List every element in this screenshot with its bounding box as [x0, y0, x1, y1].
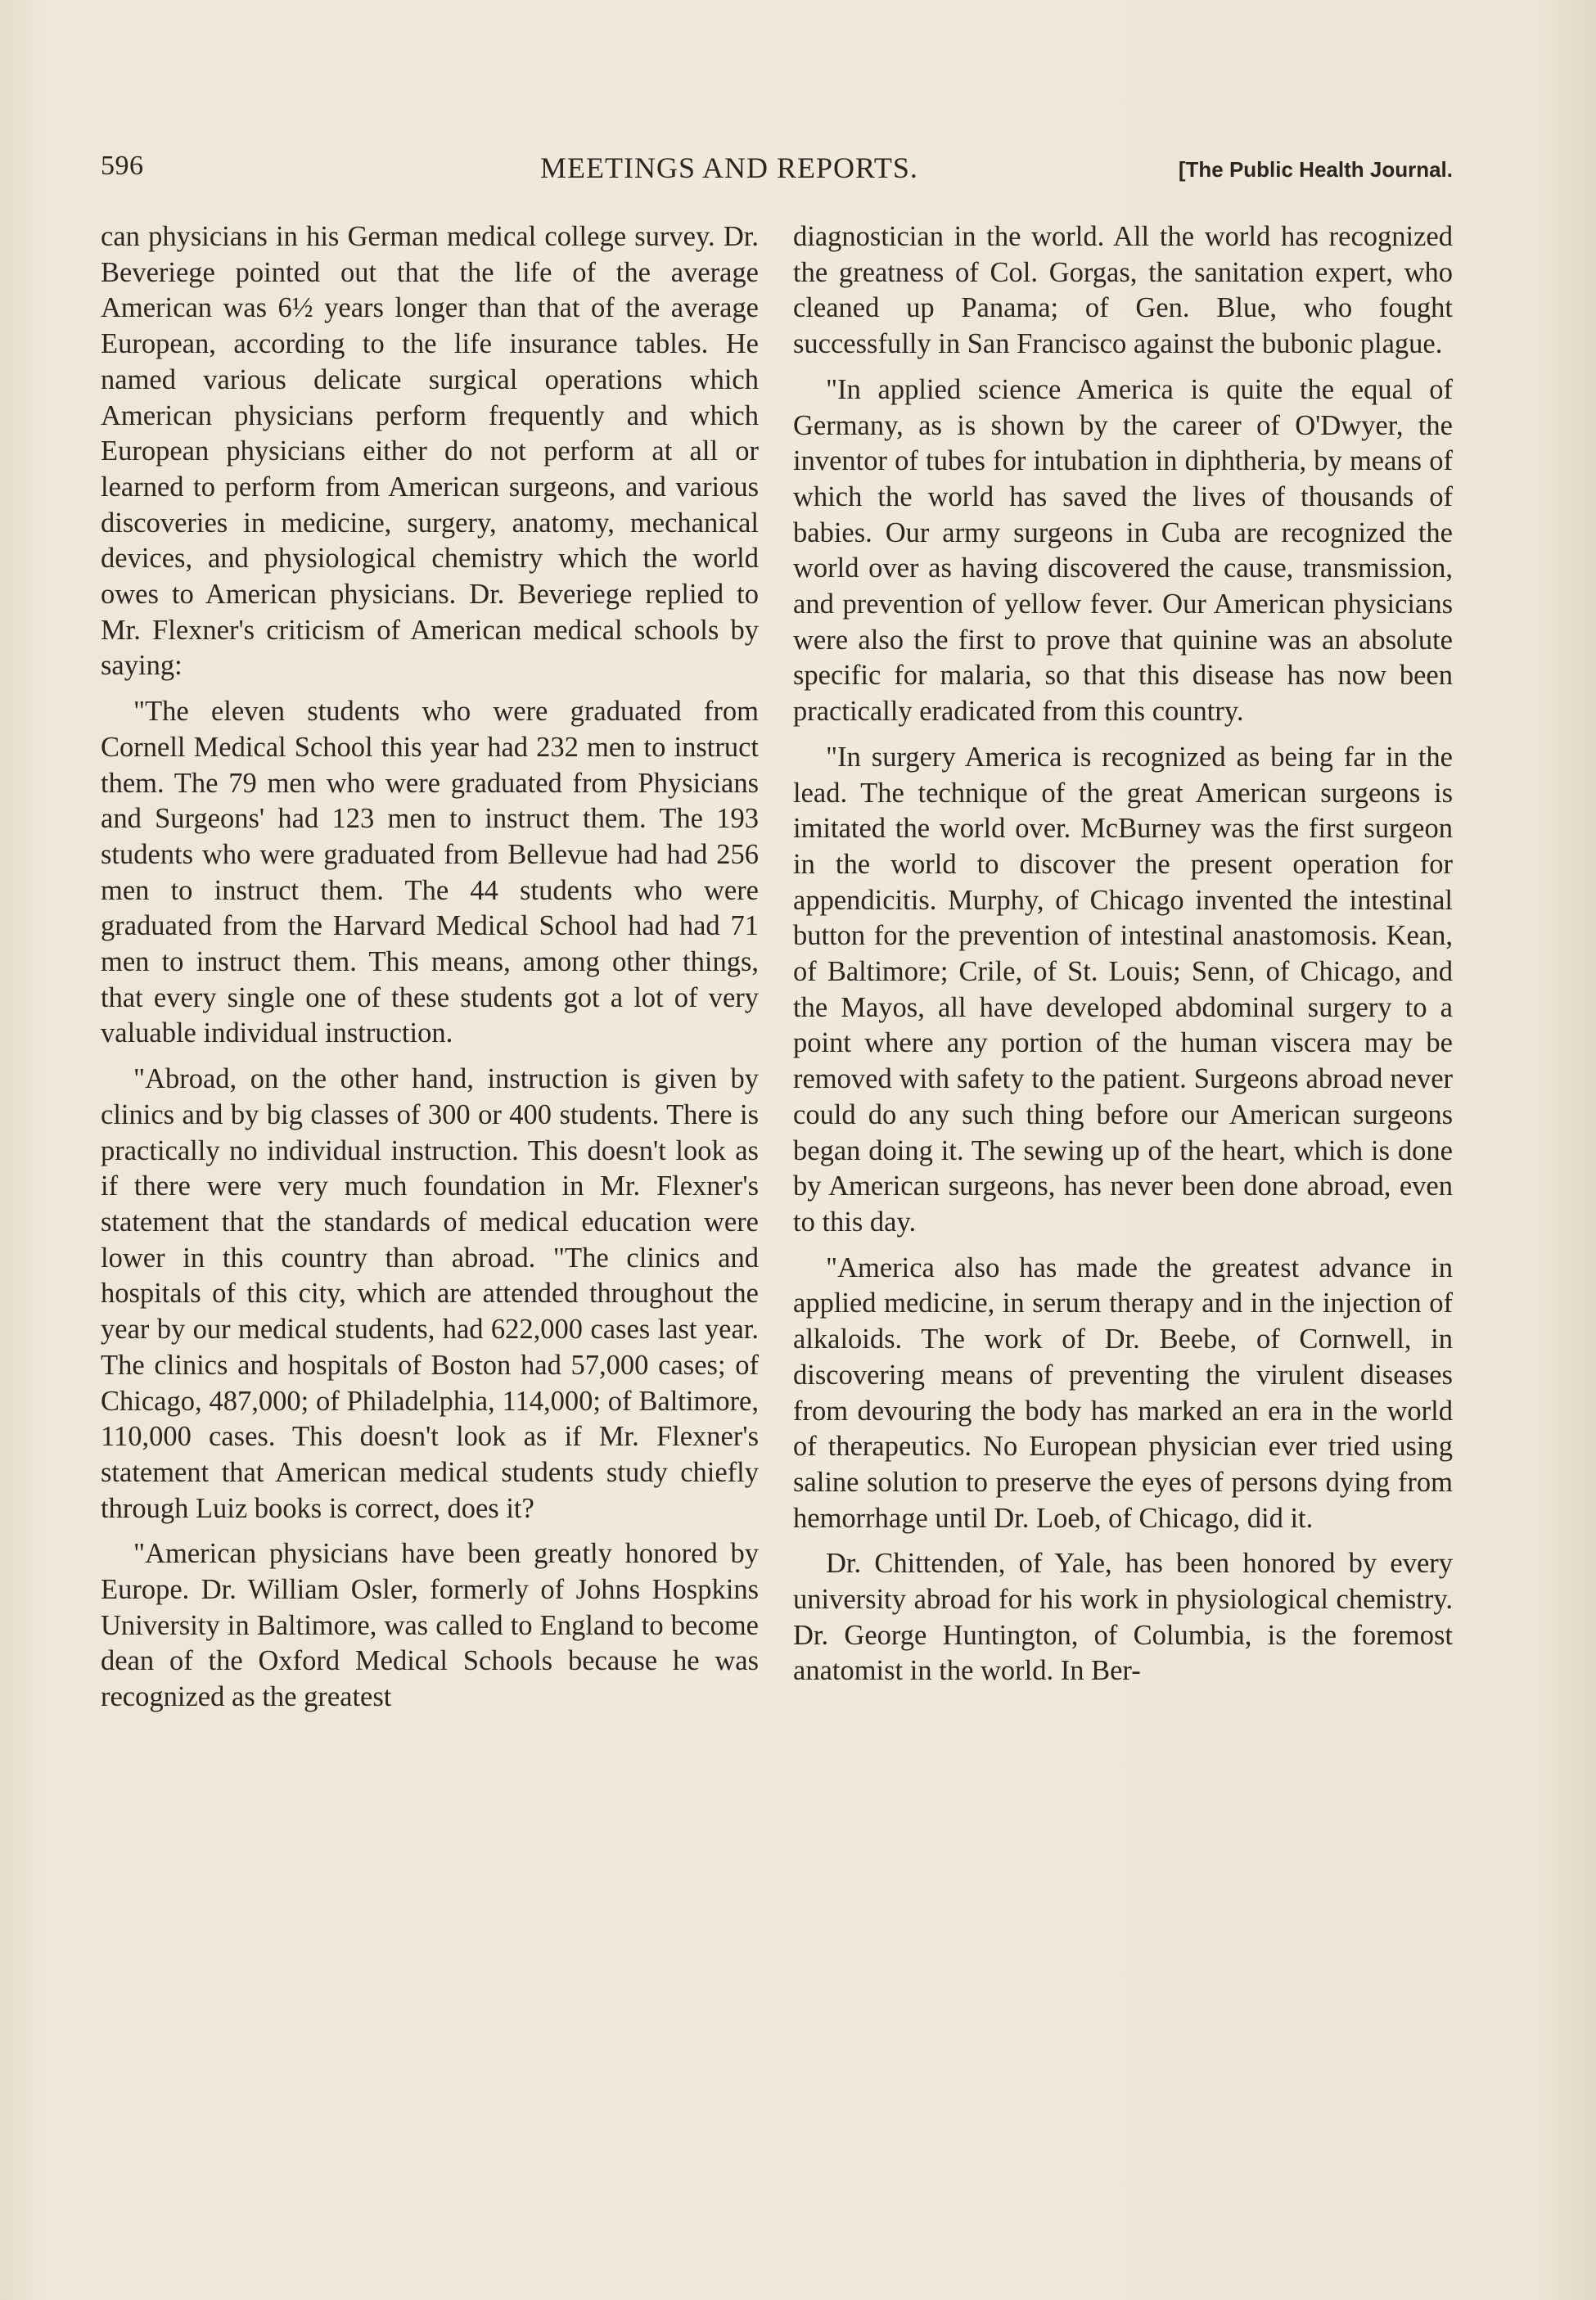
- paragraph: diagnostician in the world. All the world has recognized the greatness of Col. Gorgas, the sanitation expert, who cleaned up Panama; of Gen. Blue, who fought successfully in San Francisco against the bubonic plague.: [793, 221, 1453, 360]
- page-number: 596: [101, 151, 144, 181]
- right-column: [793, 219, 1453, 1689]
- page-header: [101, 146, 1453, 195]
- paragraph: Dr. Chittenden, of Yale, has been honored by every university abroad for his work in physiological chemistry. Dr. George Huntington, of Columbia, is the foremost anatomist in the world. In Ber-: [793, 1548, 1453, 1687]
- left-column: [101, 219, 759, 1716]
- paragraph: "America also has made the greatest advance in applied medicine, in serum therapy and in the injection of alkaloids. The work of Dr. Beebe, of Cornwell, in discovering means of preventing the virulent diseases from devouring the body has marked an era in the world of therapeutics. No European physician ever tried using saline solution to preserve the eyes of persons dying from hemorrhage until Dr. Loeb, of Chicago, did it.: [793, 1251, 1453, 1534]
- paragraph: "Abroad, on the other hand, instruction is given by clinics and by big classes of 300 or 400 students. There is practically no individual instruction. This doesn't look as if there were very much foundation in Mr. Flexner's statement that the standards of medical education were lower in this country than abroad. "The clinics and hospitals of this city, which are attended throughout the year by our medical students, had 622,000 cases last year. The clinics and hospitals of Boston had 57,000 cases; of Chicago, 487,000; of Philadelphia, 114,000; of Baltimore, 110,000 cases. This doesn't look as if Mr. Flexner's statement that American medical students study chiefly through Luiz books is correct, does it?: [101, 1063, 759, 1524]
- running-head: MEETINGS AND REPORTS.: [540, 151, 918, 184]
- paragraph: "American physicians have been greatly honored by Europe. Dr. William Osler, formerly of Johns Hospkins University in Baltimore, was called to England to become dean of the Oxford Medical Schools because he was recognized as the greatest: [101, 1538, 759, 1713]
- paragraph: can physicians in his German medical college survey. Dr. Beveriege pointed out that the life of the average American was 6½ years longer than that of the average European, according to the life insurance tables. He named various delicate surgical operations which American physicians perform frequently and which European physicians either do not perform at all or learned to perform from American surgeons, and various discoveries in medicine, surgery, anatomy, mechanical devices, and physiological chemistry which the world owes to American physicians. Dr. Beveriege replied to Mr. Flexner's criticism of American medical schools by saying:: [101, 221, 759, 682]
- paragraph: "The eleven students who were graduated from Cornell Medical School this year had 232 men to instruct them. The 79 men who were graduated from Physicians and Surgeons' had 123 men to instruct them. The 193 students who were graduated from Bellevue had had 256 men to instruct them. The 44 students who were graduated from the Harvard Medical School had had 71 men to instruct them. This means, among other things, that every single one of these students got a lot of very valuable individual instruction.: [101, 696, 759, 1049]
- paragraph: "In applied science America is quite the equal of Germany, as is shown by the career of O'Dwyer, the inventor of tubes for intubation in diphtheria, by means of which the world has saved the lives of thousands of babies. Our army surgeons in Cuba are recognized the world over as having discovered the cause, transmission, and prevention of yellow fever. Our American physicians were also the first to prove that quinine was an absolute specific for malaria, so that this disease has now been practically eradicated from this country.: [793, 373, 1453, 728]
- paragraph: "In surgery America is recognized as being far in the lead. The technique of the great American surgeons is imitated the world over. McBurney was the first surgeon in the world to discover the present operation for appendicitis. Murphy, of Chicago invented the intestinal button for the prevention of intestinal anastomosis. Kean, of Baltimore; Crile, of St. Louis; Senn, of Chicago, and the Mayos, all have developed abdominal surgery to a point where any portion of the human viscera may be removed with safety to the patient. Surgeons abroad never could do any such thing before our American surgeons began doing it. The sewing up of the heart, which is done by American surgeons, has never been done abroad, even to this day.: [793, 741, 1453, 1238]
- journal-name: [The Public Health Journal.: [1178, 157, 1453, 182]
